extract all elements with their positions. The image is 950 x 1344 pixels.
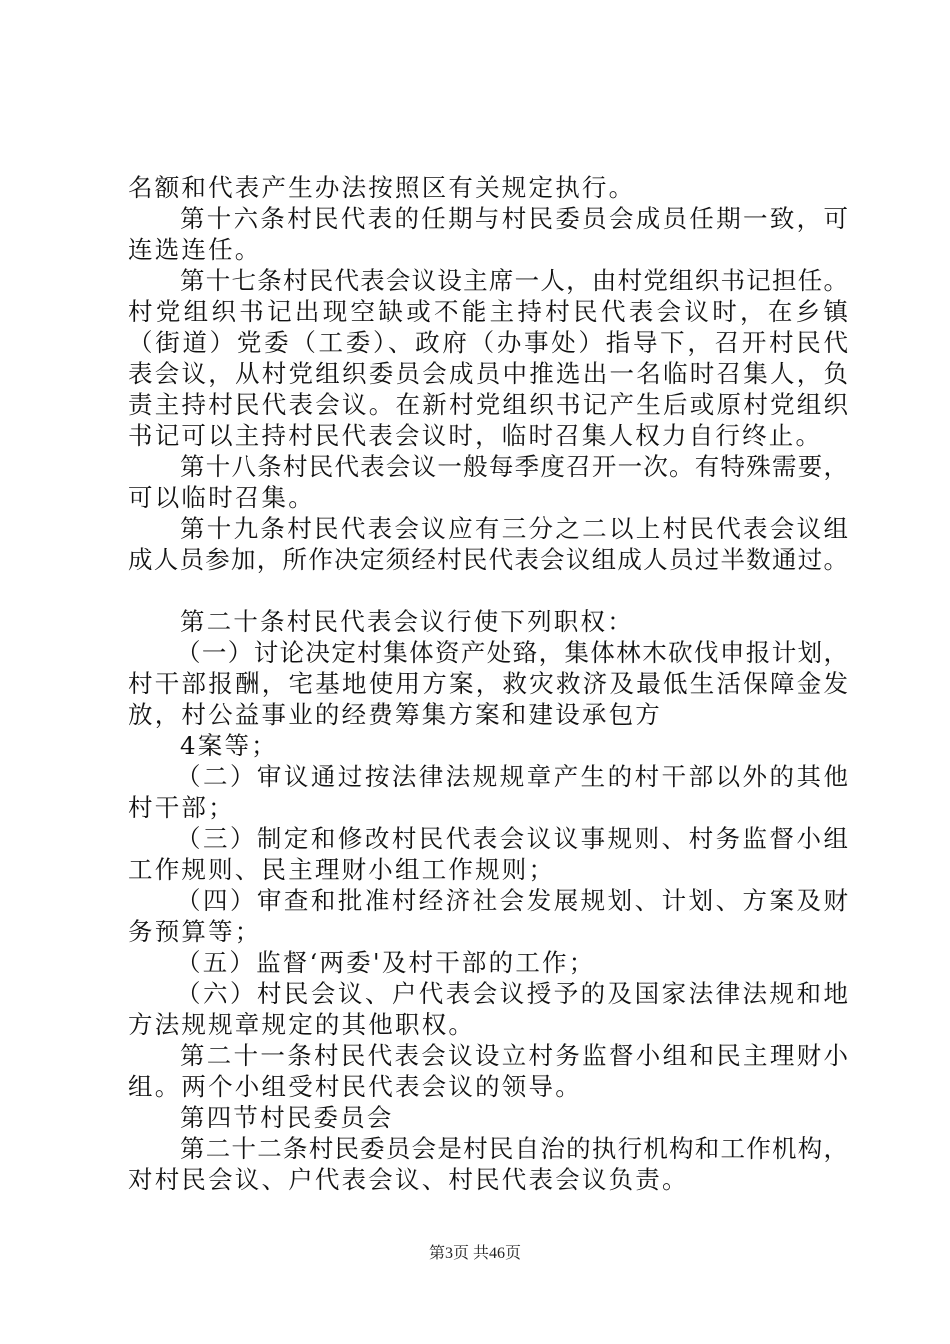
list-item-1-line: （一）讨论决定村集体资产处臵，集体林木砍伐申报计划， (176, 638, 848, 667)
text-line: 连选连任。 (128, 235, 262, 264)
document-body (128, 172, 848, 1195)
list-item-6-line: （六）村民会议、户代表会议授予的及国家法律法规和地 (176, 979, 848, 1008)
text-line: 书记可以主持村民代表会议时，临时召集人权力自行终止。 (128, 421, 823, 450)
list-item-2-line: （二）审议通过按法律法规规章产生的村干部以外的其他 (176, 762, 848, 791)
article-18-line: 第十八条村民代表会议一般每季度召开一次。有特殊需要， (180, 452, 848, 481)
text-line: 成人员参加，所作决定须经村民代表会议组成人员过半数通过。 (128, 545, 848, 574)
article-22-line: 第二十二条村民委员会是村民自治的执行机构和工作机构， (180, 1134, 848, 1163)
blank-line (128, 575, 848, 606)
text-line: 工作规则、民主理财小组工作规则； (128, 855, 556, 884)
text-line: （街道）党委（工委）、政府（办事处）指导下，召开村民代 (128, 328, 848, 357)
text-line: 表会议，从村党组织委员会成员中推选出一名临时召集人，负 (128, 359, 848, 388)
text-line: 方法规规章规定的其他职权。 (128, 1010, 476, 1039)
article-16-line: 第十六条村民代表的任期与村民委员会成员任期一致，可 (180, 204, 848, 233)
text-line: 责主持村民代表会议。在新村党组织书记产生后或原村党组织 (128, 390, 848, 419)
section-heading: 第四节村民委员会 (180, 1103, 394, 1132)
article-19-line: 第十九条村民代表会议应有三分之二以上村民代表会议组 (180, 514, 848, 543)
list-item-4-line: （四）审查和批准村经济社会发展规划、计划、方案及财 (176, 886, 848, 915)
list-item-5-line: （五）监督‘两委'及村干部的工作； (176, 948, 596, 977)
text-line: 名额和代表产生办法按照区有关规定执行。 (128, 173, 636, 202)
text-line: 对村民会议、户代表会议、村民代表会议负责。 (128, 1165, 689, 1194)
text-line: 村干部报酬，宅基地使用方案，救灾救济及最低生活保障金发 (128, 669, 848, 698)
article-21-line: 第二十一条村民代表会议设立村务监督小组和民主理财小 (180, 1041, 848, 1070)
text-line: 4案等； (180, 731, 278, 760)
article-20-line: 第二十条村民代表会议行使下列职权： (180, 607, 634, 636)
text-line: 村干部； (128, 793, 235, 822)
text-line: 放，村公益事业的经费筹集方案和建设承包方 (128, 700, 662, 729)
list-item-3-line: （三）制定和修改村民代表会议议事规则、村务监督小组 (176, 824, 848, 853)
page-number-footer: 第3页 共46页 (428, 1245, 521, 1262)
article-17-line: 第十七条村民代表会议设主席一人，由村党组织书记担任。 (180, 266, 848, 295)
text-line: 可以临时召集。 (128, 483, 315, 512)
text-line: 组。两个小组受村民代表会议的领导。 (128, 1072, 582, 1101)
text-line: 村党组织书记出现空缺或不能主持村民代表会议时，在乡镇 (128, 297, 848, 326)
text-line: 务预算等； (128, 917, 262, 946)
